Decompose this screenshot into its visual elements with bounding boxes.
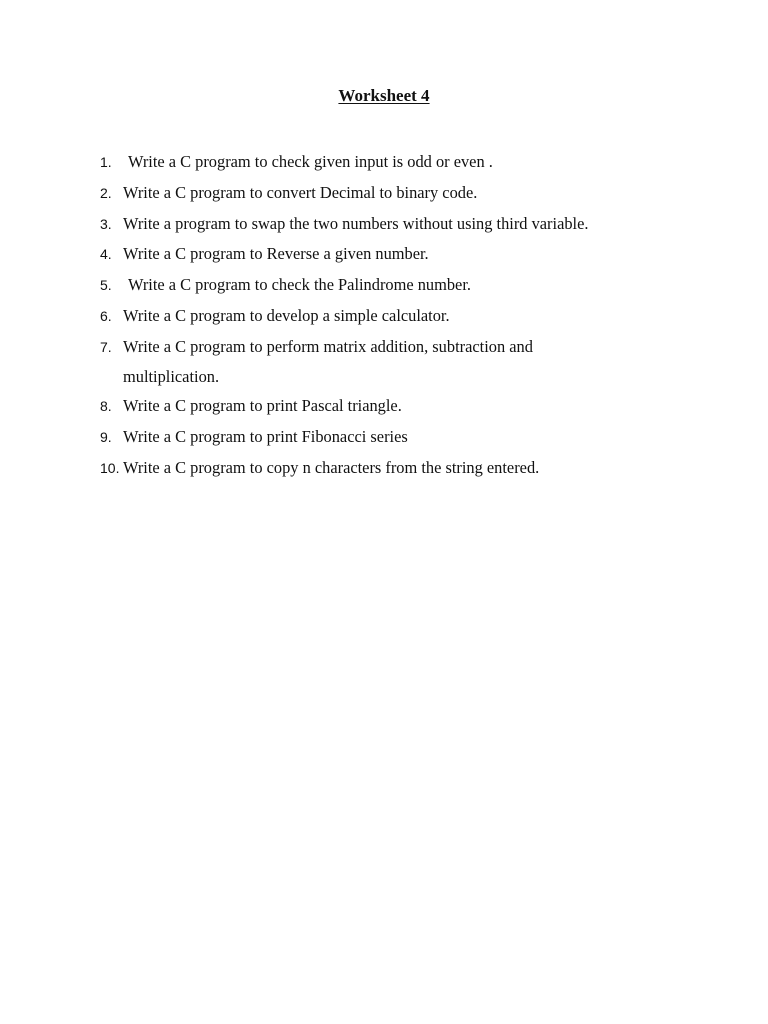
- page-title: [0, 86, 768, 106]
- list-item: [100, 270, 720, 301]
- list-item: [100, 147, 720, 178]
- item-text-line-2: multiplication.: [123, 366, 220, 386]
- item-number: 10.: [100, 459, 120, 476]
- list-item: [100, 453, 720, 484]
- item-text: Write a C program to check the Palindrome number.: [128, 275, 471, 295]
- list-item: [100, 332, 720, 392]
- title-text: Worksheet 4: [338, 86, 430, 105]
- item-text: Write a C program to check given input is odd or even .: [128, 152, 493, 171]
- exercise-list: [100, 147, 720, 484]
- item-number: 9.: [100, 429, 112, 446]
- item-number: 7.: [100, 338, 112, 355]
- item-number: 3.: [100, 215, 112, 232]
- item-number: 4.: [100, 246, 112, 263]
- item-text: Write a C program to print Fibonacci series: [123, 427, 408, 447]
- item-number: 5.: [100, 277, 112, 294]
- item-text: Write a C program to copy n characters from the string entered.: [123, 457, 540, 477]
- item-number: 8.: [100, 398, 112, 415]
- item-number: 2.: [100, 184, 112, 201]
- item-text: Write a C program to convert Decimal to binary code.: [123, 182, 478, 202]
- list-item: [100, 391, 720, 422]
- list-item: [100, 239, 720, 270]
- item-number: 1.: [100, 154, 112, 170]
- item-text: Write a program to swap the two numbers without using third variable.: [123, 213, 589, 233]
- item-text: Write a C program to print Pascal triangle.: [123, 396, 402, 416]
- list-item: [100, 178, 720, 209]
- item-text: Write a C program to Reverse a given number.: [123, 244, 429, 264]
- item-text-line-1: Write a C program to perform matrix addition, subtraction and: [123, 336, 533, 356]
- item-text: Write a C program to develop a simple calculator.: [123, 305, 450, 325]
- list-item: [100, 209, 720, 240]
- item-text: [123, 332, 720, 392]
- list-item: [100, 301, 720, 332]
- item-number: 6.: [100, 307, 112, 324]
- list-item: [100, 422, 720, 453]
